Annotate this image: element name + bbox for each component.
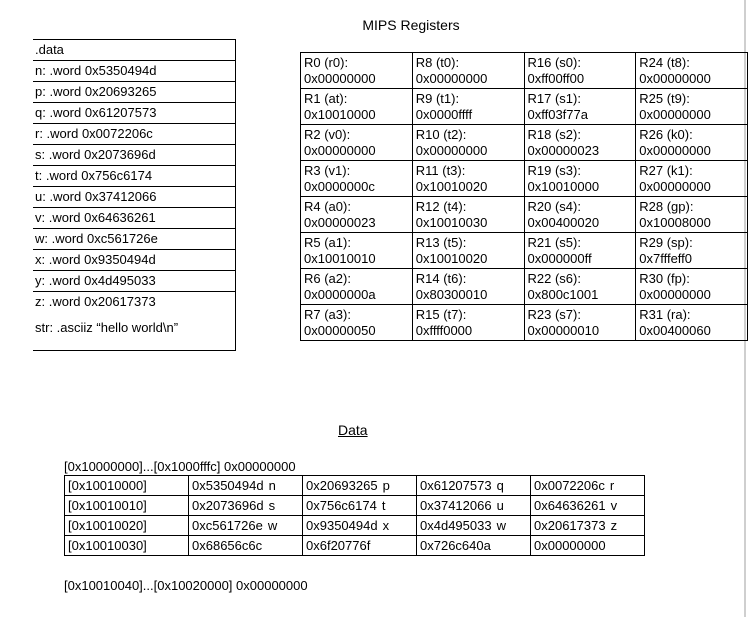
register-cell (524, 161, 636, 197)
register-row (301, 53, 748, 89)
register-name: R31 (ra): (639, 306, 691, 322)
register-name: R22 (s6): (527, 270, 581, 286)
register-value: 0x800c1001 (527, 286, 599, 302)
data-line: y: .word 0x4d495033 (33, 270, 236, 291)
register-cell (301, 53, 413, 89)
register-name: R29 (sp): (639, 234, 693, 250)
memory-word (189, 496, 303, 516)
register-name: R23 (s7): (527, 306, 581, 322)
data-header: .data (33, 39, 236, 60)
register-value: 0x00000000 (304, 142, 376, 158)
data-line: s: .word 0x2073696d (33, 144, 236, 165)
register-value: 0x0000ffff (415, 106, 473, 122)
register-row (301, 305, 748, 341)
memory-word-label: v (610, 498, 618, 513)
register-value: 0x0000000a (304, 286, 376, 302)
memory-word (417, 516, 531, 536)
memory-row (65, 536, 645, 556)
register-name: R13 (t5): (415, 234, 467, 250)
register-value: 0x000000ff (527, 250, 592, 266)
register-name: R26 (k0): (639, 126, 693, 142)
data-line: u: .word 0x37412066 (33, 186, 236, 207)
memory-word-label: s (268, 498, 276, 513)
memory-word-hex: 0xc561726e (192, 518, 263, 533)
register-value: 0x80300010 (415, 286, 488, 302)
register-cell (412, 233, 524, 269)
memory-word-hex: 0x37412066 (420, 498, 492, 513)
register-value: 0x10010030 (415, 214, 488, 230)
registers-table (300, 52, 748, 341)
register-value: 0x0000000c (304, 178, 375, 194)
memory-table (64, 475, 645, 556)
register-cell (301, 305, 413, 341)
memory-word (303, 536, 417, 556)
register-row (301, 197, 748, 233)
register-name: R19 (s3): (527, 162, 581, 178)
data-line: x: .word 0x9350494d (33, 249, 236, 270)
register-cell (412, 269, 524, 305)
registers-title: MIPS Registers (362, 17, 460, 33)
memory-word (303, 516, 417, 536)
register-value: 0x00000023 (304, 214, 376, 230)
memory-word-hex: 0x20693265 (306, 478, 378, 493)
register-name: R24 (t8): (639, 54, 690, 70)
memory-word (417, 476, 531, 496)
register-value: 0x00000000 (304, 70, 376, 86)
register-name: R0 (r0): (304, 54, 349, 70)
register-name: R6 (a2): (304, 270, 351, 286)
register-cell (636, 161, 748, 197)
memory-word-label: p (382, 478, 390, 493)
register-cell (412, 305, 524, 341)
memory-word-hex: 0x00000000 (534, 538, 606, 553)
memory-range-after: [0x10010040]...[0x10020000] 0x00000000 (64, 578, 308, 593)
register-name: R27 (k1): (639, 162, 693, 178)
memory-word-label: n (268, 478, 276, 493)
memory-word-label: w (496, 518, 506, 533)
register-name: R8 (t0): (415, 54, 460, 70)
data-line: v: .word 0x64636261 (33, 207, 236, 228)
data-line: n: .word 0x5350494d (33, 60, 236, 81)
register-value: 0x00000000 (639, 142, 711, 158)
register-name: R20 (s4): (527, 198, 581, 214)
register-value: 0x00400020 (527, 214, 600, 230)
register-value: 0x10010000 (527, 178, 600, 194)
memory-word (531, 516, 645, 536)
data-line: q: .word 0x61207573 (33, 102, 236, 123)
memory-address: [0x10010030] (65, 536, 189, 556)
memory-word (531, 476, 645, 496)
memory-word (417, 496, 531, 516)
register-name: R28 (gp): (639, 198, 694, 214)
register-value: 0x10010020 (415, 178, 488, 194)
memory-word-hex: 0x726c640a (420, 538, 491, 553)
register-cell (301, 233, 413, 269)
data-line: t: .word 0x756c6174 (33, 165, 236, 186)
register-value: 0x00000000 (415, 70, 488, 86)
memory-word (531, 496, 645, 516)
data-section-listing (33, 39, 236, 351)
register-name: R21 (s5): (527, 234, 581, 250)
memory-word-hex: 0x0072206c (534, 478, 605, 493)
register-value: 0x00000000 (639, 106, 711, 122)
register-name: R11 (t3): (415, 162, 466, 178)
register-name: R18 (s2): (527, 126, 581, 142)
register-value: 0x00000010 (527, 322, 600, 338)
register-value: 0x00000023 (527, 142, 600, 158)
memory-word-hex: 0x756c6174 (306, 498, 377, 513)
register-cell (524, 197, 636, 233)
memory-word (417, 536, 531, 556)
data-line: r: .word 0x0072206c (33, 123, 236, 144)
register-value: 0xffff0000 (415, 322, 473, 338)
register-cell (636, 53, 748, 89)
register-row (301, 233, 748, 269)
memory-word (189, 536, 303, 556)
memory-row (65, 476, 645, 496)
memory-word-label: u (496, 498, 504, 513)
register-value: 0x00400060 (639, 322, 711, 338)
register-cell (524, 305, 636, 341)
register-name: R9 (t1): (415, 90, 460, 106)
register-row (301, 125, 748, 161)
register-value: 0x7fffeff0 (639, 250, 693, 266)
data-line: p: .word 0x20693265 (33, 81, 236, 102)
register-cell (636, 233, 748, 269)
memory-address: [0x10010000] (65, 476, 189, 496)
register-name: R4 (a0): (304, 198, 351, 214)
memory-range-before: [0x10000000]...[0x1000fffc] 0x00000000 (64, 459, 296, 474)
memory-word-hex: 0x4d495033 (420, 518, 492, 533)
memory-word-hex: 0x5350494d (192, 478, 264, 493)
memory-address: [0x10010010] (65, 496, 189, 516)
register-cell (636, 89, 748, 125)
register-cell (412, 89, 524, 125)
register-row (301, 161, 748, 197)
register-value: 0x10010010 (304, 250, 376, 266)
data-line: z: .word 0x20617373 (33, 291, 236, 312)
memory-word-hex: 0x61207573 (420, 478, 492, 493)
memory-word-label: x (382, 518, 390, 533)
register-name: R3 (v1): (304, 162, 351, 178)
register-name: R30 (fp): (639, 270, 690, 286)
memory-word (303, 496, 417, 516)
register-cell (301, 161, 413, 197)
memory-word (531, 536, 645, 556)
register-cell (301, 125, 413, 161)
memory-row (65, 516, 645, 536)
register-cell (636, 197, 748, 233)
register-cell (636, 305, 748, 341)
register-value: 0x10008000 (639, 214, 711, 230)
register-cell (636, 125, 748, 161)
register-cell (301, 89, 413, 125)
register-name: R15 (t7): (415, 306, 467, 322)
memory-word-hex: 0x20617373 (534, 518, 606, 533)
register-cell (301, 197, 413, 233)
memory-word-hex: 0x2073696d (192, 498, 264, 513)
register-cell (412, 197, 524, 233)
register-name: R5 (a1): (304, 234, 351, 250)
register-cell (412, 161, 524, 197)
register-name: R17 (s1): (527, 90, 581, 106)
register-value: 0xff00ff00 (527, 70, 585, 86)
memory-word (189, 476, 303, 496)
memory-word-label: r (609, 478, 615, 493)
memory-word-hex: 0x64636261 (534, 498, 606, 513)
register-row (301, 89, 748, 125)
register-name: R1 (at): (304, 90, 348, 106)
memory-word-label: t (381, 498, 386, 513)
register-name: R12 (t4): (415, 198, 467, 214)
register-cell (524, 269, 636, 305)
memory-word-label: q (496, 478, 504, 493)
memory-word-hex: 0x6f20776f (306, 538, 371, 553)
register-cell (412, 125, 524, 161)
register-cell (412, 53, 524, 89)
register-name: R14 (t6): (415, 270, 467, 286)
register-name: R25 (t9): (639, 90, 690, 106)
memory-row (65, 496, 645, 516)
register-cell (524, 125, 636, 161)
register-cell (524, 53, 636, 89)
register-cell (301, 269, 413, 305)
register-value: 0x00000000 (639, 178, 711, 194)
memory-word-label: w (267, 518, 278, 533)
memory-address: [0x10010020] (65, 516, 189, 536)
memory-word (303, 476, 417, 496)
data-memory-title: Data (338, 422, 368, 438)
register-cell (524, 89, 636, 125)
register-row (301, 269, 748, 305)
register-value: 0xff03f77a (527, 106, 588, 122)
memory-word-hex: 0x68656c6c (192, 538, 263, 553)
memory-word-hex: 0x9350494d (306, 518, 378, 533)
register-name: R10 (t2): (415, 126, 467, 142)
register-value: 0x00000000 (415, 142, 488, 158)
register-value: 0x00000050 (304, 322, 376, 338)
register-cell (524, 233, 636, 269)
memory-word-label: z (610, 518, 618, 533)
memory-word (189, 516, 303, 536)
register-value: 0x10010020 (415, 250, 488, 266)
register-name: R7 (a3): (304, 306, 351, 322)
register-value: 0x00000000 (639, 70, 711, 86)
data-line: w: .word 0xc561726e (33, 228, 236, 249)
string-declaration: str: .asciiz “hello world\n” (33, 312, 236, 351)
register-name: R16 (s0): (527, 54, 581, 70)
register-value: 0x00000000 (639, 286, 711, 302)
register-name: R2 (v0): (304, 126, 351, 142)
register-value: 0x10010000 (304, 106, 376, 122)
register-cell (636, 269, 748, 305)
